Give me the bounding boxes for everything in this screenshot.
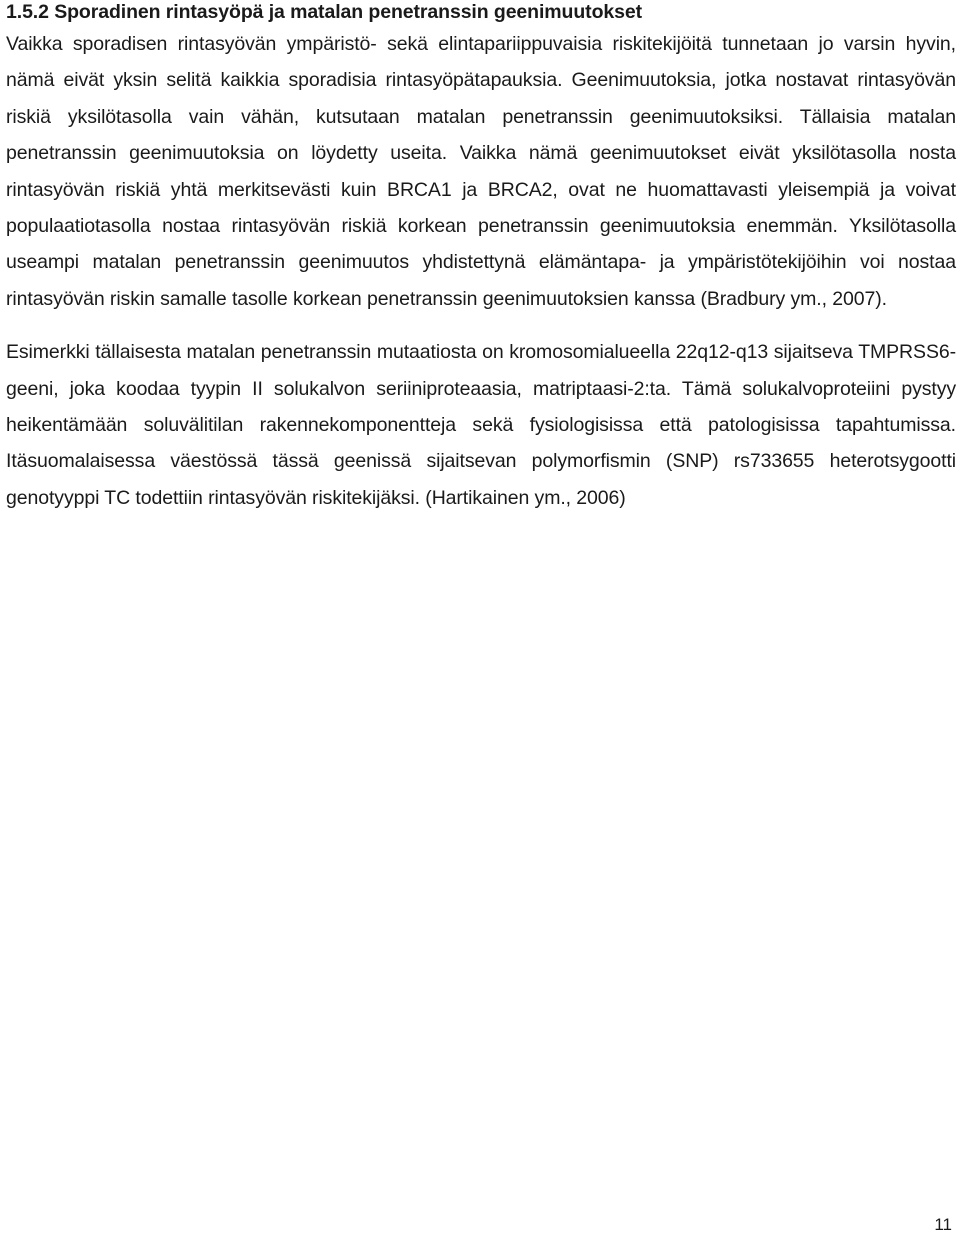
body-paragraph-1: Vaikka sporadisen rintasyövän ympäristö- sekä elintapariippuvaisia riskitekijöitä tunnetaan jo varsin hyvin, nämä eivät yksin selitä kaikkia sporadisia rintasyöpätapauksia. Geenimuutoksia, jotka nostavat rintasyövän riskiä yksilötasolla vain vähän, kutsutaan matalan penetranssin geenimuutoksiksi. Tällaisia matalan penetranssin geenimuutoksia on löydetty useita. Vaikka nämä geenimuutokset eivät yksilötasolla nosta rintasyövän riskiä yhtä merkitsevästi kuin BRCA1 ja BRCA2, ovat ne huomattavasti yleisempiä ja voivat populaatiotasolla nostaa rintasyövän riskiä korkean penetranssin geenimuutoksia enemmän. Yksilötasolla useampi matalan penetranssin geenimuutos yhdistettynä elämäntapa- ja ympäristötekijöihin voi nostaa rintasyövän riskin samalle tasolle korkean penetranssin geenimuutoksien kanssa (Bradbury ym., 2007). xyxy=(6,33,956,310)
document-page xyxy=(6,0,956,516)
body-paragraph-2: Esimerkki tällaisesta matalan penetranssin mutaatiosta on kromosomialueella 22q12-q13 sijaitseva TMPRSS6-geeni, joka koodaa tyypin II solukalvon seriiniproteaasia, matriptaasi-2:ta. Tämä solukalvoproteiini pystyy heikentämään soluvälitilan rakennekomponentteja sekä fysiologisissa että patologisissa tapahtumissa. Itäsuomalaisessa väestössä tässä geenissä sijaitsevan polymorfismin (SNP) rs733655 heterotsygootti genotyyppi TC todettiin rintasyövän riskitekijäksi. (Hartikainen ym., 2006) xyxy=(6,341,956,509)
section-heading: 1.5.2 Sporadinen rintasyöpä ja matalan penetranssin geenimuutokset xyxy=(6,1,643,23)
page-number: 11 xyxy=(934,1215,952,1234)
